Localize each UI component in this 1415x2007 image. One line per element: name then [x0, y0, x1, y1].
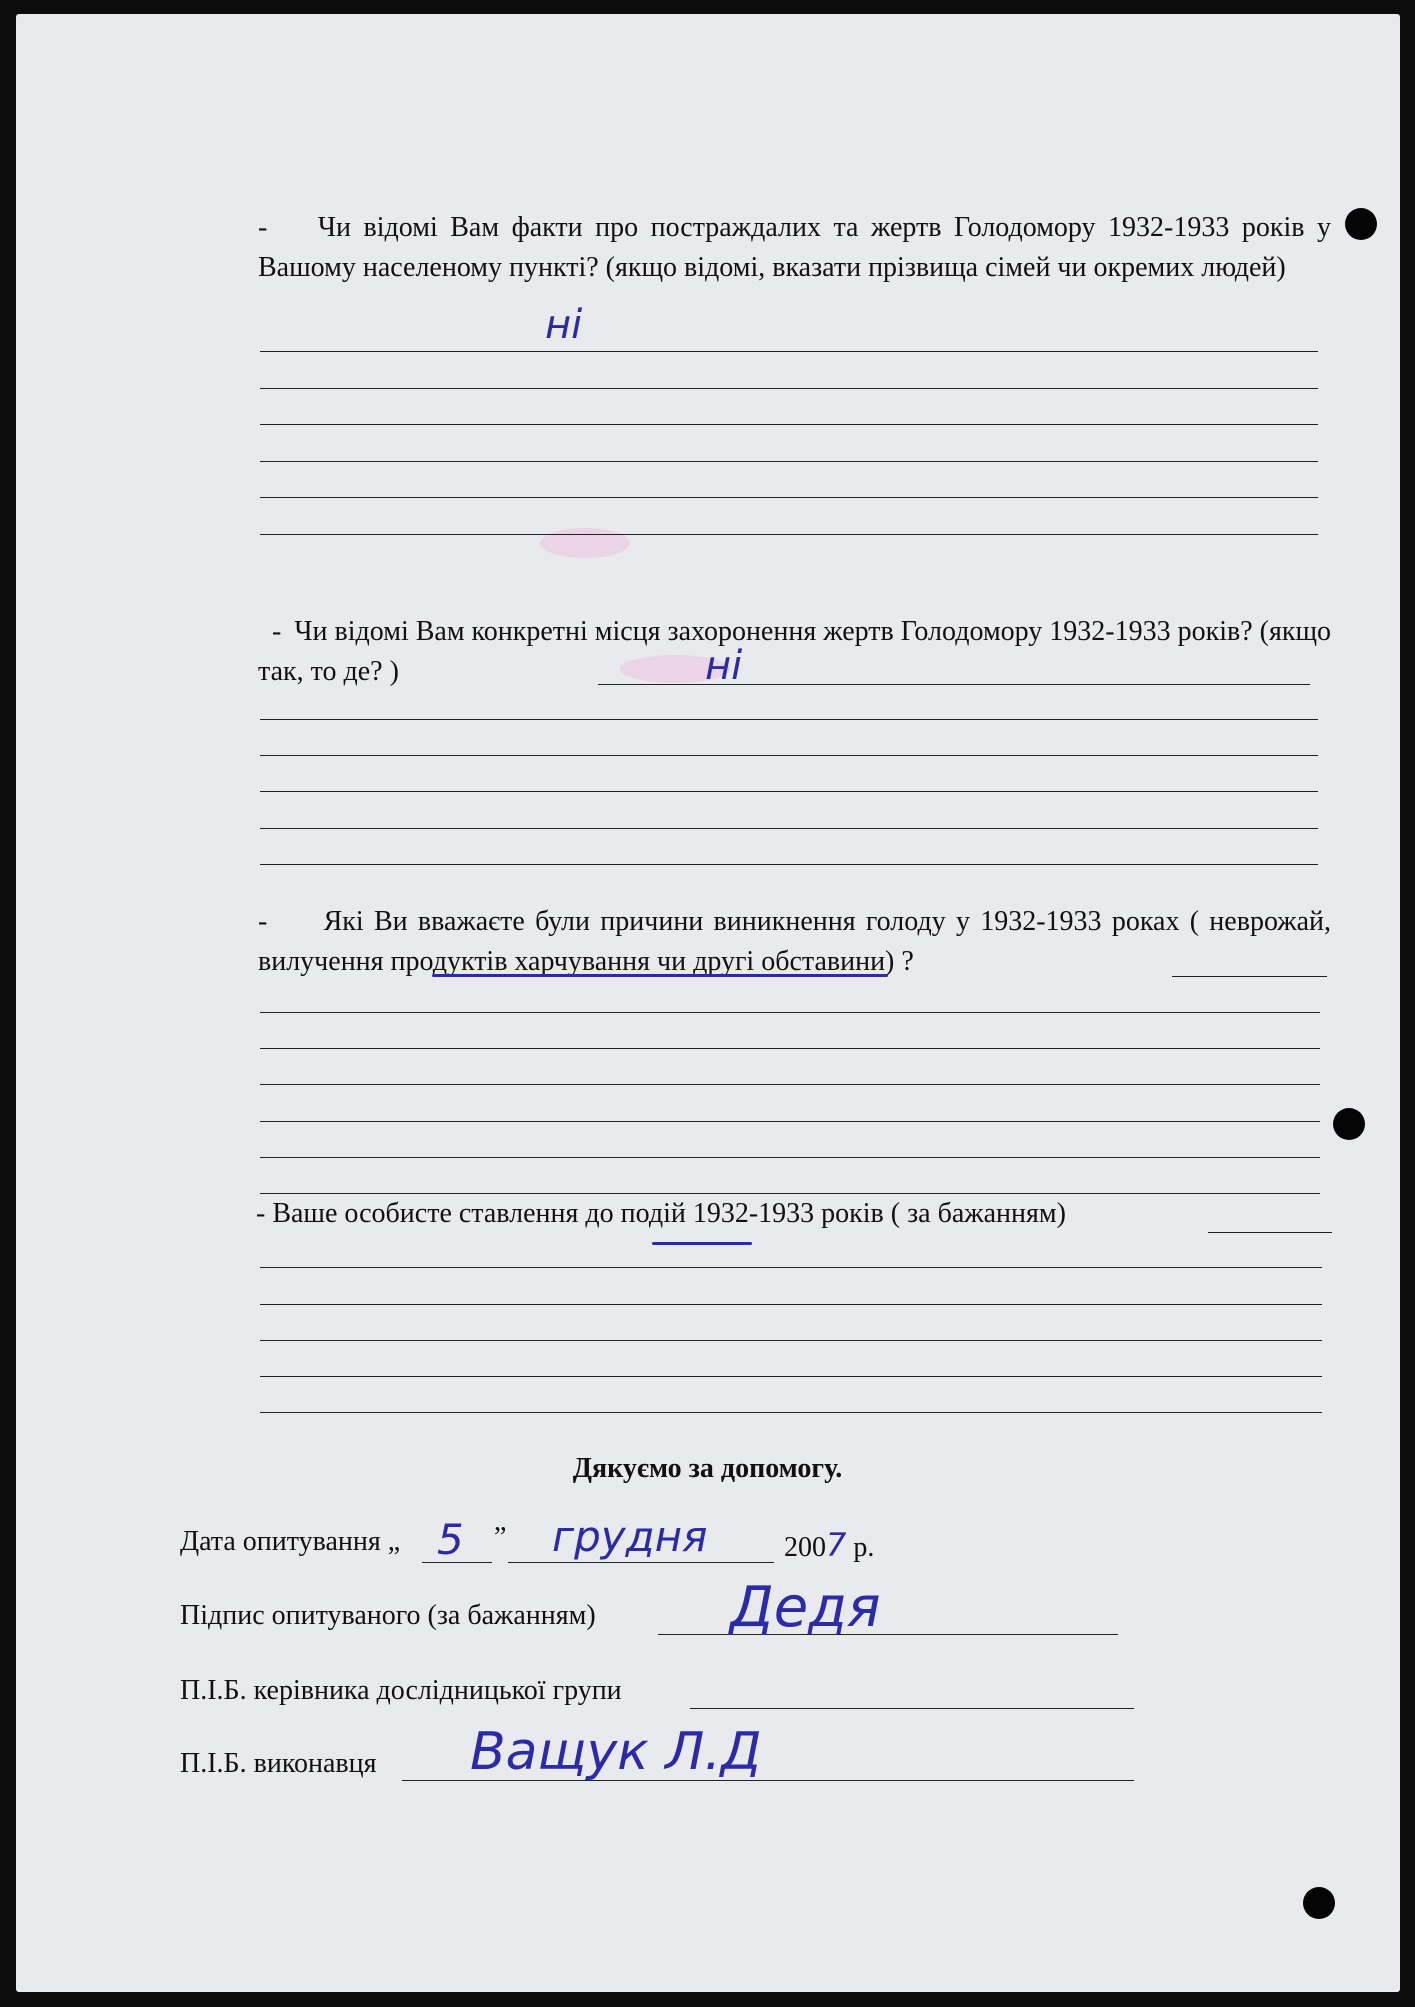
date-label: Дата опитування „	[180, 1526, 401, 1557]
question-text: Чи відомі Вам конкретні місця захоронення жертв Голодомору 1932-1933 років? (якщо так, то де? )	[258, 616, 1332, 687]
answer-line	[1208, 1232, 1332, 1233]
answer-1[interactable]: ні	[545, 302, 583, 348]
answer-2[interactable]: ні	[705, 643, 743, 689]
date-month-line	[508, 1562, 774, 1563]
answer-line	[260, 719, 1318, 720]
question-text: Які Ви вважаєте були причини виникнення голоду у 1932-1933 роках ( неврожай, вилучення продуктів харчування чи другі обставини) ?	[258, 906, 1332, 977]
date-year-digit[interactable]: 7	[826, 1526, 847, 1564]
question-marker: -	[272, 616, 282, 647]
thank-you-note: Дякуємо за допомогу.	[572, 1453, 843, 1484]
answer-line	[260, 388, 1318, 389]
answer-line	[260, 1412, 1322, 1413]
respondent-signature-line	[658, 1634, 1118, 1635]
respondent-signature-label: Підпис опитуваного (за бажанням)	[180, 1600, 596, 1631]
respondent-signature[interactable]: Дедя	[730, 1575, 881, 1640]
question-marker: -	[256, 1198, 266, 1229]
question-text: Ваше особисте ставлення до подій 1932-1933 років ( за бажанням)	[272, 1198, 1066, 1229]
answer-line	[260, 1304, 1322, 1305]
answer-line	[1172, 976, 1327, 977]
executor-label: П.І.Б. виконавця	[180, 1748, 377, 1779]
question-2	[258, 612, 1331, 692]
date-close-quote: ”	[494, 1522, 507, 1553]
question-marker: -	[258, 212, 268, 243]
answer-line	[260, 461, 1318, 462]
answer-line	[260, 791, 1318, 792]
answer-line	[260, 864, 1318, 865]
answer-line	[260, 1048, 1320, 1049]
punch-hole-bottom	[1303, 1887, 1335, 1919]
date-open-quote: „	[387, 1526, 401, 1557]
punch-hole-middle	[1333, 1108, 1365, 1140]
answer-line	[260, 497, 1318, 498]
answer-line	[260, 828, 1318, 829]
question-1	[258, 208, 1331, 288]
answer-line	[260, 351, 1318, 352]
answer-line	[260, 1012, 1320, 1013]
date-month-value[interactable]: грудня	[552, 1512, 708, 1561]
handwritten-underline	[432, 974, 888, 977]
group-leader-line	[690, 1708, 1134, 1709]
answer-line	[260, 1157, 1320, 1158]
question-4	[256, 1194, 1329, 1234]
date-day-value[interactable]: 5	[437, 1515, 464, 1564]
answer-line	[260, 1340, 1322, 1341]
answer-line	[260, 1084, 1320, 1085]
executor-signature[interactable]: Ващук Л.Д	[470, 1722, 762, 1782]
answer-line	[260, 1267, 1322, 1268]
question-text: Чи відомі Вам факти про постраждалих та жертв Голодомору 1932-1933 років у Вашому населеному пункті? (якщо відомі, вказати прізвища сімей чи окремих людей)	[258, 212, 1332, 283]
answer-line	[260, 1121, 1320, 1122]
answer-line	[260, 755, 1318, 756]
answer-line	[260, 1376, 1322, 1377]
answer-line	[260, 424, 1318, 425]
punch-hole-top	[1345, 208, 1377, 240]
question-marker: -	[258, 906, 268, 937]
handwritten-underline	[652, 1242, 752, 1245]
group-leader-label: П.І.Б. керівника дослідницької групи	[180, 1675, 622, 1706]
stain-mark	[540, 528, 630, 558]
question-3	[258, 902, 1331, 982]
answer-line	[260, 534, 1318, 535]
date-year: 2007 р.	[784, 1526, 875, 1564]
